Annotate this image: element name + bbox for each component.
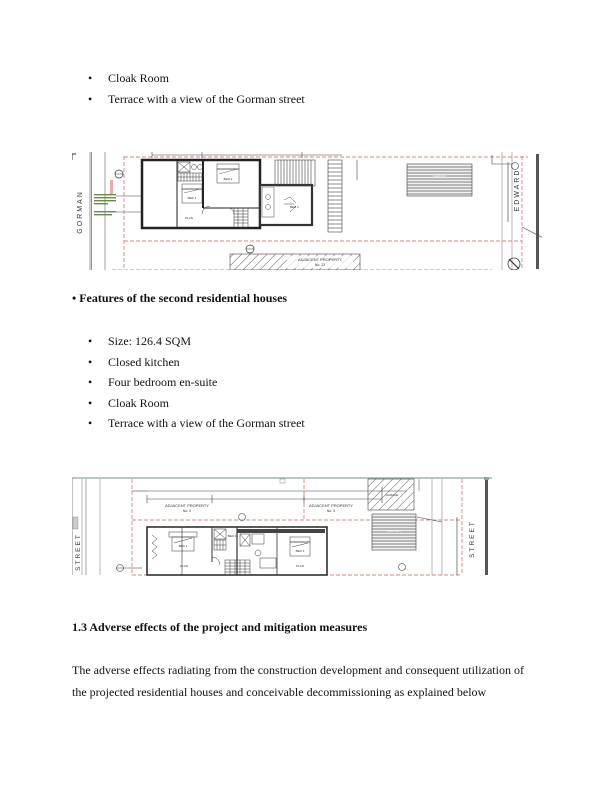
list-item-text: Terrace with a view of the Gorman street: [108, 416, 305, 431]
floor-plan-image-1: [72, 152, 542, 270]
section-paragraph: [72, 660, 542, 703]
second-house-heading: [72, 291, 287, 306]
paragraph-line: The adverse effects radiating from the construction development and consequent utilization of: [72, 663, 524, 677]
street-label-right: STREET: [469, 520, 476, 558]
list-item-text: Cloak Room: [108, 395, 170, 410]
room-label: BED 1: [187, 196, 197, 200]
adjacent-property-right-label: ADJACENT PROPERTY: [308, 503, 354, 508]
room-label: BED 2: [223, 177, 233, 181]
adjacent-property-left-number: No. 0: [182, 509, 192, 513]
deck-label: CARPORT: [431, 174, 447, 178]
adjacent-property-left-label: ADJACENT PROPERTY: [164, 503, 210, 508]
list-item-text: Size: 126.4 SQM: [108, 334, 192, 348]
bullet-icon: •: [88, 91, 93, 106]
heading-text: Features of the second residential houses: [79, 291, 288, 305]
heading-bullet-icon: •: [72, 291, 77, 305]
adjacent-property-label: ADJACENT PROPERTY: [297, 257, 343, 262]
list-item-text: Terrace with a view of the Gorman street: [108, 91, 305, 106]
room-label: BED 1: [178, 544, 188, 548]
list-item-text: Closed kitchen: [108, 354, 180, 369]
bullet-icon: •: [88, 416, 93, 431]
room-label: PLAN: [296, 564, 304, 568]
section-heading: 1.3 Adverse effects of the project and mitigation measures: [72, 620, 368, 634]
room-label: BED 3: [295, 549, 305, 553]
adjacent-property-number: No. 22: [314, 263, 326, 267]
bullet-icon: •: [88, 354, 93, 369]
floor-plan-image-2: [72, 477, 496, 576]
deck-label: CARPORT: [386, 529, 402, 533]
bullet-icon: •: [88, 395, 93, 410]
garage-label: GARAGE: [385, 493, 399, 497]
bullet-icon: •: [88, 334, 93, 348]
paragraph-line: the projected residential houses and conceivable decommissioning as explained below: [72, 684, 487, 699]
adjacent-property-right-number: No. 5: [326, 509, 336, 513]
list-item-text: Cloak Room: [108, 71, 170, 85]
street-label-edward: EDWARD: [514, 168, 521, 212]
room-label: PLAN: [180, 564, 188, 568]
bullet-icon: •: [88, 71, 93, 85]
list-item-text: Four bedroom en-suite: [108, 375, 218, 390]
street-label-left: STREET: [75, 533, 82, 571]
street-label-gorman: GORMAN: [77, 190, 84, 234]
room-label: BED 2: [227, 534, 237, 538]
room-label: BED 3: [290, 205, 299, 209]
room-label: PLAN: [185, 216, 193, 220]
bullet-icon: •: [88, 375, 93, 390]
